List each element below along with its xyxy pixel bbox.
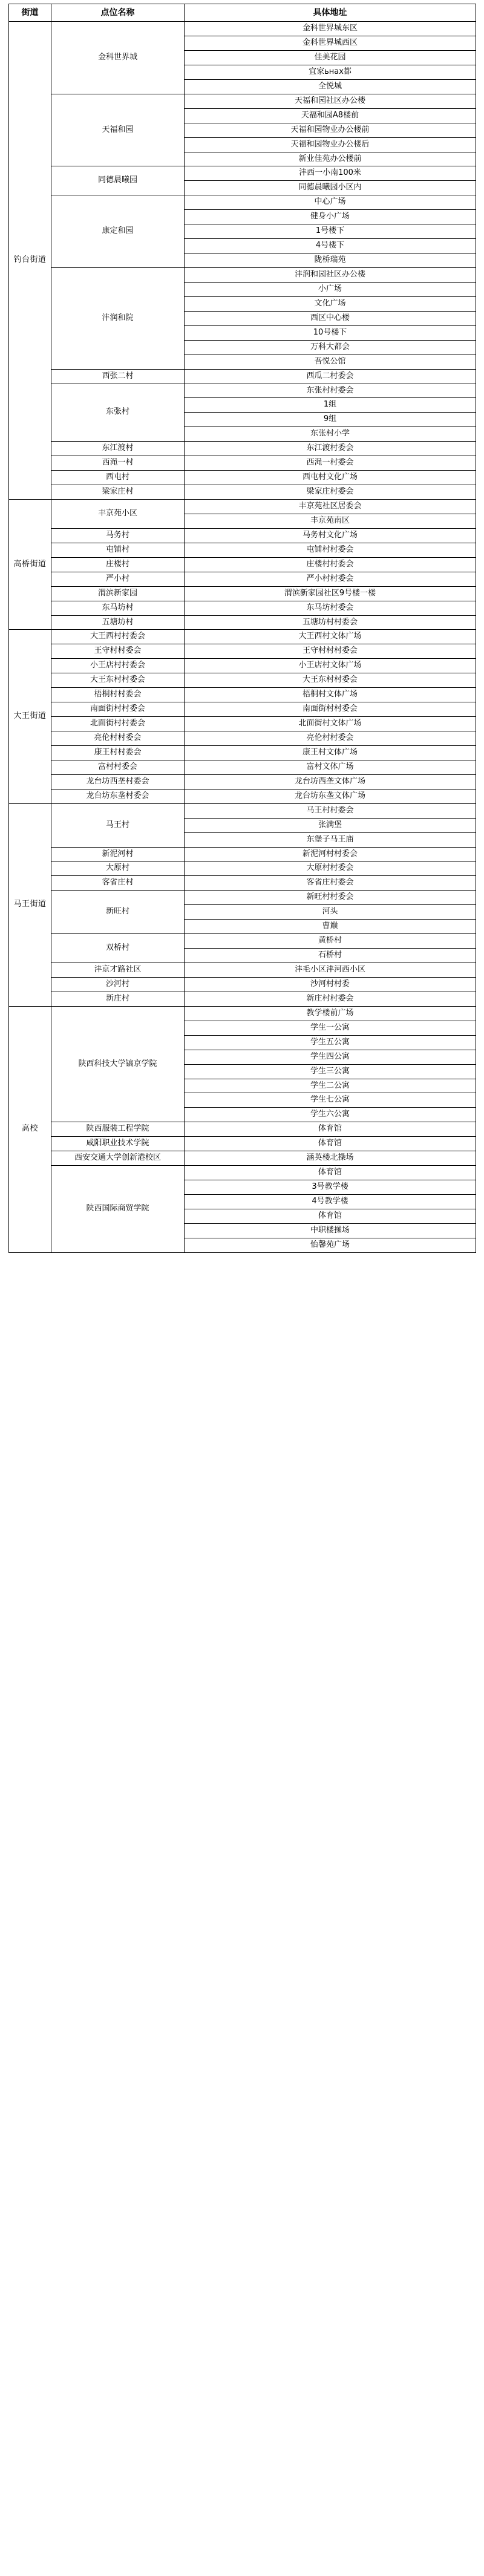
address-cell: 东张村小学: [185, 427, 476, 442]
address-cell: 10号楼下: [185, 325, 476, 340]
table-row: [9, 1151, 476, 1166]
address-cell: 王守村村村委会: [185, 644, 476, 659]
point-name-cell: 丰京苑小区: [51, 500, 185, 529]
address-cell: 吾悦公馆: [185, 355, 476, 369]
address-cell: 北面街村文体广场: [185, 717, 476, 731]
point-name-cell: 梁家庄村: [51, 485, 185, 500]
point-name-cell: 新泥河村: [51, 847, 185, 861]
table-row: [9, 166, 476, 181]
point-name-cell: 马王村: [51, 803, 185, 847]
point-name-cell: 龙台坊西垄村委会: [51, 774, 185, 789]
table-row: [9, 717, 476, 731]
table-header: [9, 4, 476, 22]
point-name-cell: 陕西服装工程学院: [51, 1122, 185, 1137]
address-cell: 西渑一村委会: [185, 456, 476, 471]
table-row: [9, 745, 476, 760]
street-cell: 高校: [9, 1006, 51, 1252]
address-cell: 新泥河村村委会: [185, 847, 476, 861]
point-name-cell: 亮伦村村委会: [51, 731, 185, 746]
address-cell: 新业佳苑办公楼前: [185, 152, 476, 166]
table-row: [9, 789, 476, 803]
point-name-cell: 西屯村: [51, 471, 185, 485]
address-cell: 3号教学楼: [185, 1180, 476, 1195]
table-row: [9, 977, 476, 992]
table-row: [9, 557, 476, 572]
address-cell: 龙台坊西垄文体广场: [185, 774, 476, 789]
address-cell: 西屯村文化广场: [185, 471, 476, 485]
address-cell: 石桥村: [185, 949, 476, 963]
address-cell: 东张村村委会: [185, 384, 476, 398]
address-cell: 体育馆: [185, 1137, 476, 1151]
point-name-cell: 双桥村: [51, 934, 185, 963]
table-row: [9, 586, 476, 601]
point-name-cell: 渭滨新家园: [51, 586, 185, 601]
address-cell: 学生一公寓: [185, 1021, 476, 1035]
address-cell: 东堡子马王庙: [185, 832, 476, 847]
table-row: [9, 369, 476, 384]
address-cell: 大原村村委会: [185, 861, 476, 876]
address-cell: 学生五公寓: [185, 1035, 476, 1050]
table-row: [9, 992, 476, 1006]
point-name-cell: 沣润和院: [51, 268, 185, 370]
address-cell: 龙台坊东垄文体广场: [185, 789, 476, 803]
address-cell: 1号楼下: [185, 224, 476, 239]
point-name-cell: 西张二村: [51, 369, 185, 384]
table-header-row: [9, 4, 476, 22]
address-cell: 学生四公寓: [185, 1050, 476, 1064]
address-cell: 严小村村委会: [185, 572, 476, 586]
table-row: [9, 1137, 476, 1151]
point-name-cell: 南面街村村委会: [51, 702, 185, 717]
address-cell: 天福和园社区办公楼: [185, 94, 476, 108]
address-cell: 南面街村村委会: [185, 702, 476, 717]
address-cell: 体育馆: [185, 1209, 476, 1223]
table-row: [9, 528, 476, 543]
point-name-cell: 大王西村村委会: [51, 630, 185, 644]
address-cell: 沣润和园社区办公楼: [185, 268, 476, 283]
table-body: [9, 22, 476, 1253]
point-name-cell: 东马坊村: [51, 601, 185, 615]
point-name-cell: 大王东村村委会: [51, 673, 185, 688]
point-name-cell: 西渑一村: [51, 456, 185, 471]
point-name-cell: 咸阳职业技术学院: [51, 1137, 185, 1151]
table-row: [9, 500, 476, 514]
address-cell: 沣西一小南100米: [185, 166, 476, 181]
address-cell: 学生七公寓: [185, 1093, 476, 1108]
address-cell: 小王店村文体广场: [185, 659, 476, 673]
address-cell: 文化广场: [185, 296, 476, 311]
table-row: [9, 268, 476, 283]
table-row: [9, 774, 476, 789]
address-cell: 马务村文化广场: [185, 528, 476, 543]
address-cell: 丰京苑南区: [185, 514, 476, 528]
point-name-cell: 东张村: [51, 384, 185, 442]
address-cell: 屯铺村村委会: [185, 543, 476, 557]
address-cell: 天福和园物业办公楼后: [185, 137, 476, 152]
address-cell: 金科世界城西区: [185, 36, 476, 51]
address-cell: 天福和园物业办公楼前: [185, 123, 476, 137]
point-name-cell: 小王店村村委会: [51, 659, 185, 673]
address-cell: 怡馨苑广场: [185, 1238, 476, 1252]
address-cell: 东马坊村委会: [185, 601, 476, 615]
point-name-cell: 屯铺村: [51, 543, 185, 557]
point-name-cell: 沣京才路社区: [51, 963, 185, 978]
table-row: [9, 195, 476, 210]
point-name-cell: 康王村村委会: [51, 745, 185, 760]
address-cell: 教学楼前广场: [185, 1006, 476, 1021]
point-name-cell: 西安交通大学创新港校区: [51, 1151, 185, 1166]
table-row: [9, 803, 476, 818]
address-cell: 天福和园A8楼前: [185, 108, 476, 123]
point-name-cell: 客省庄村: [51, 876, 185, 891]
table-row: [9, 94, 476, 108]
table-row: [9, 731, 476, 746]
table-row: [9, 876, 476, 891]
address-cell: 张满堡: [185, 818, 476, 832]
address-cell: 河头: [185, 905, 476, 920]
address-cell: 大王东村村委会: [185, 673, 476, 688]
table-row: [9, 673, 476, 688]
table-row: [9, 442, 476, 456]
column-header-address: 具体地址: [185, 4, 476, 22]
table-row: [9, 471, 476, 485]
point-name-cell: 陕西科技大学镐京学院: [51, 1006, 185, 1122]
address-cell: 4号楼下: [185, 239, 476, 253]
address-cell: 丰京苑社区居委会: [185, 500, 476, 514]
point-name-cell: 马务村: [51, 528, 185, 543]
address-cell: 沣毛小区沣河西小区: [185, 963, 476, 978]
address-cell: 康王村文体广场: [185, 745, 476, 760]
point-name-cell: 新庄村: [51, 992, 185, 1006]
address-cell: 学生二公寓: [185, 1079, 476, 1093]
address-cell: 新旺村村委会: [185, 891, 476, 905]
table-row: [9, 601, 476, 615]
address-cell: 体育馆: [185, 1122, 476, 1137]
address-cell: 大王西村文体广场: [185, 630, 476, 644]
table-row: [9, 760, 476, 774]
point-name-cell: 大原村: [51, 861, 185, 876]
column-header-street: 街道: [9, 4, 51, 22]
table-row: [9, 659, 476, 673]
point-name-cell: 陕西国际商贸学院: [51, 1166, 185, 1253]
table-row: [9, 688, 476, 702]
point-name-cell: 沙河村: [51, 977, 185, 992]
table-row: [9, 861, 476, 876]
address-cell: 中职楼操场: [185, 1223, 476, 1238]
table-row: [9, 644, 476, 659]
address-cell: 小广场: [185, 282, 476, 296]
table-row: [9, 891, 476, 905]
address-cell: 五塘坊村村委会: [185, 615, 476, 630]
table-row: [9, 630, 476, 644]
table-row: [9, 1122, 476, 1137]
address-cell: 全悦城: [185, 79, 476, 94]
address-cell: 西瓜二村委会: [185, 369, 476, 384]
table-row: [9, 934, 476, 949]
table-row: [9, 22, 476, 36]
address-cell: 新庄村村委会: [185, 992, 476, 1006]
table-row: [9, 543, 476, 557]
point-name-cell: 北面街村村委会: [51, 717, 185, 731]
address-cell: 东江渡村委会: [185, 442, 476, 456]
street-cell: 马王街道: [9, 803, 51, 1006]
table-row: [9, 1166, 476, 1180]
address-cell: 渭滨新家园社区9号楼一楼: [185, 586, 476, 601]
table-row: [9, 702, 476, 717]
address-cell: 庄楼村村委会: [185, 557, 476, 572]
point-name-cell: 金科世界城: [51, 22, 185, 94]
address-cell: 金科世界城东区: [185, 22, 476, 36]
table-row: [9, 572, 476, 586]
address-cell: 1组: [185, 398, 476, 413]
address-cell: 梧桐村文体广场: [185, 688, 476, 702]
point-name-cell: 新旺村: [51, 891, 185, 934]
table-row: [9, 963, 476, 978]
table-row: [9, 384, 476, 398]
point-name-cell: 东江渡村: [51, 442, 185, 456]
address-cell: 4号教学楼: [185, 1195, 476, 1209]
address-cell: 健身小广场: [185, 210, 476, 224]
address-cell: 沙河村村委: [185, 977, 476, 992]
address-cell: 学生三公寓: [185, 1064, 476, 1079]
address-cell: 学生六公寓: [185, 1108, 476, 1122]
point-name-cell: 康定和园: [51, 195, 185, 268]
address-cell: 梁家庄村委会: [185, 485, 476, 500]
address-cell: 9组: [185, 413, 476, 427]
address-cell: 万科大都会: [185, 340, 476, 355]
address-cell: 中心广场: [185, 195, 476, 210]
document-body: [0, 0, 484, 1259]
table-row: [9, 456, 476, 471]
point-name-cell: 庄楼村: [51, 557, 185, 572]
point-name-cell: 龙台坊东垄村委会: [51, 789, 185, 803]
point-name-cell: 富村村委会: [51, 760, 185, 774]
table-row: [9, 615, 476, 630]
address-cell: 亮伦村村委会: [185, 731, 476, 746]
street-cell: 大王街道: [9, 630, 51, 803]
point-name-cell: 天福和园: [51, 94, 185, 166]
address-cell: 陇桥瑞苑: [185, 253, 476, 268]
table-row: [9, 485, 476, 500]
table-row: [9, 1006, 476, 1021]
street-cell: 高桥街道: [9, 500, 51, 630]
street-cell: 钓台街道: [9, 22, 51, 500]
address-cell: 马王村村委会: [185, 803, 476, 818]
address-cell: 富村文体广场: [185, 760, 476, 774]
address-cell: 涵英楼北操场: [185, 1151, 476, 1166]
point-name-cell: 梧桐村村委会: [51, 688, 185, 702]
address-cell: 客省庄村委会: [185, 876, 476, 891]
address-cell: 宜家ьнах都: [185, 65, 476, 79]
point-name-cell: 严小村: [51, 572, 185, 586]
table-row: [9, 847, 476, 861]
address-cell: 同德晨曦园小区内: [185, 181, 476, 195]
address-cell: 黄桥村: [185, 934, 476, 949]
address-cell: 曹巅: [185, 920, 476, 934]
address-cell: 佳美花园: [185, 50, 476, 65]
point-name-cell: 五塘坊村: [51, 615, 185, 630]
address-cell: 体育馆: [185, 1166, 476, 1180]
point-name-cell: 王守村村委会: [51, 644, 185, 659]
point-name-cell: 同德晨曦园: [51, 166, 185, 195]
location-table: [8, 4, 476, 1253]
column-header-point-name: 点位名称: [51, 4, 185, 22]
address-cell: 西区中心楼: [185, 311, 476, 325]
